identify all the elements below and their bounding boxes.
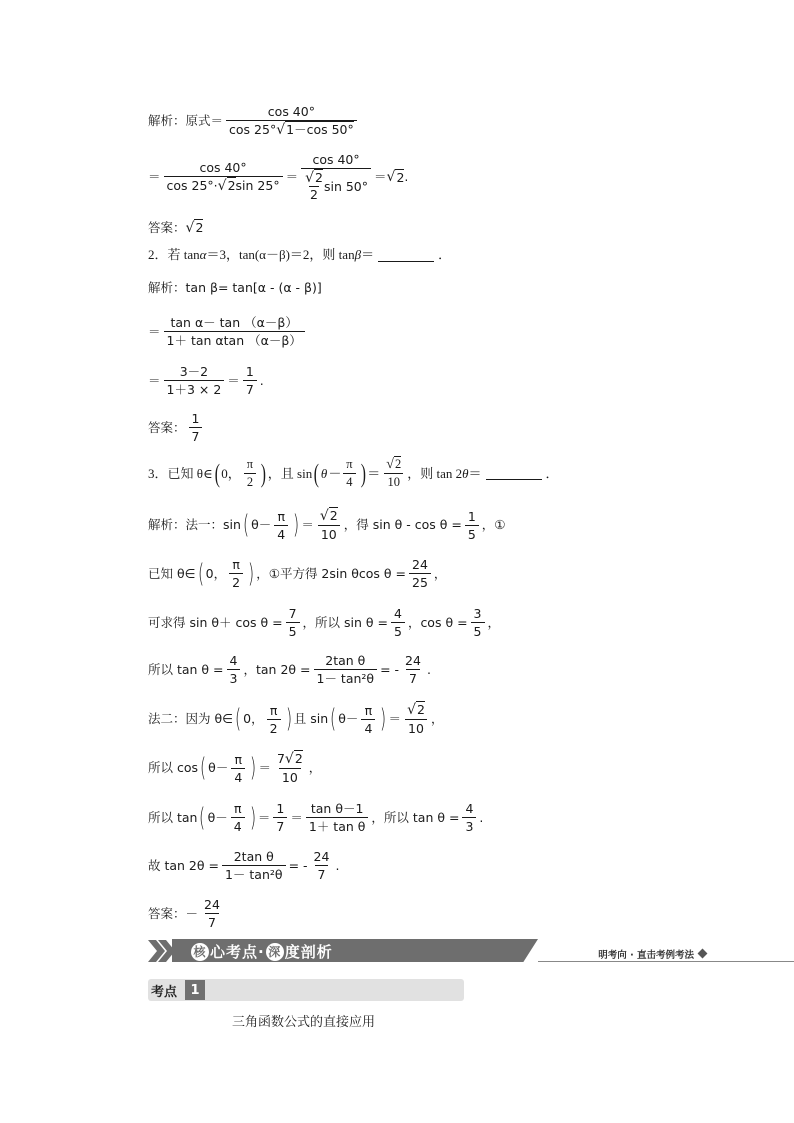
fraction: cos 40° $\frac{√2}{2}$ sin 50° [301, 152, 371, 202]
solution-3-line-1: 解析： 法一：sin ( θ－ $\frac{\pi}{4}$ ) ＝ $\frac{√2}{10}$ ，得 sin θ - cos θ = $\frac{1}{5}$ ，① [148, 508, 506, 542]
solution-2-line-2: ＝ $\frac{\text{tan α－ tan （α－β）}}{\text{1＋ tan αtan （α－β）}}$ [148, 315, 308, 348]
topic-title: 三角函数公式的直接应用 [232, 1015, 376, 1030]
solution-3-line-3: 可求得 sin θ＋ cos θ = $\frac{7}{5}$ ，所以 sin θ = $\frac{4}{5}$ ，cos θ = $\frac{3}{5}$ ， [148, 606, 501, 639]
banner-subtitle: 明考向 · 直击考例考法 [598, 950, 694, 961]
section-banner [148, 938, 708, 964]
solution-label: 解析： [148, 113, 186, 128]
answer-blank [378, 249, 434, 262]
fraction: $\frac{\cos 40^\circ}{\cos 25^\circ\cdot√2\sin 25^\circ}$ [164, 160, 283, 194]
solution-3-line-6: 所以 cos ( θ－ $\frac{\pi}{4}$ ) ＝ $\frac{7√2}{10}$ ， [148, 751, 322, 785]
solution-line-1: 解析： 原式＝ $\frac{\cos 40^\circ}{\cos 25^\circ√1-\cos 50^\circ}$ [148, 104, 360, 138]
topic-header: 考点 1 [148, 979, 464, 1001]
answer-line-2: 答案： $\frac{1}{7}$ [148, 411, 205, 444]
solution-2-line-1: 解析： tan β= tan[α - (α - β)] [148, 280, 322, 295]
topic-number: 1 [185, 980, 205, 1000]
question-2: 2．若 tan α ＝3，tan(α－β)＝2，则 tan β ＝ ． [148, 247, 452, 262]
fraction: $\frac{\cos 40^\circ}{\cos 25^\circ√1-\cos 50^\circ}$ [226, 104, 357, 138]
answer-line-3: 答案： － $\frac{24}{7}$ [148, 897, 220, 930]
banner-title: 核 心考点· 深 度剖析 [190, 941, 333, 962]
solution-3-line-8: 故 tan 2θ = $\frac{\text{2tan θ}}{\text{1－ tan²θ}}$ = - $\frac{24}{7}$ . [148, 849, 340, 882]
answer-line-1: 答案： √ 2 [148, 219, 204, 236]
solution-line-2: ＝ $\frac{\cos 40^\circ}{\cos 25^\circ\cdot√2\sin 25^\circ}$ ＝ cos 40° $\frac{√2}{2}$ sin 50° ＝ √ 2 . [148, 152, 409, 202]
solution-3-line-2: 已知 θ∈ ( 0， $\frac{\pi}{2}$ ) ，①平方得 2sin θcos θ = $\frac{24}{25}$ ， [148, 557, 447, 590]
diamond-icon [698, 949, 708, 959]
solution-2-line-3: ＝ $\frac{3-2}{1+3 \times 2}$ ＝ $\frac{1}{7}$ . [148, 364, 264, 397]
solution-3-line-5: 法二：因为 θ∈ ( 0， $\frac{\pi}{2}$ ) 且 sin ( θ－ $\frac{\pi}{4}$ ) ＝ $\frac{√2}{10}$ ， [148, 702, 444, 736]
solution-3-line-4: 所以 tan θ = $\frac{4}{3}$ ，tan 2θ = $\frac{\text{2tan θ}}{\text{1－ tan²θ}}$ = - $\frac{24}{7}$ . [148, 653, 431, 686]
solution-3-line-7: 所以 tan ( θ－ $\frac{\pi}{4}$ ) ＝ $\frac{1}{7}$ ＝ $\frac{\text{tan θ－1}}{\text{1＋ tan θ}}$ ，所以 tan θ = $\frac{4}{3}$ . [148, 801, 484, 834]
answer-blank [486, 467, 542, 480]
question-3: 3．已知 θ∈ ( 0， $\frac{\pi}{2}$ ) ，且 sin ( θ－ $\frac{\pi}{4}$ ) ＝ $\frac{√2}{10}$ ，则 tan 2 θ ＝ ． [148, 457, 559, 489]
